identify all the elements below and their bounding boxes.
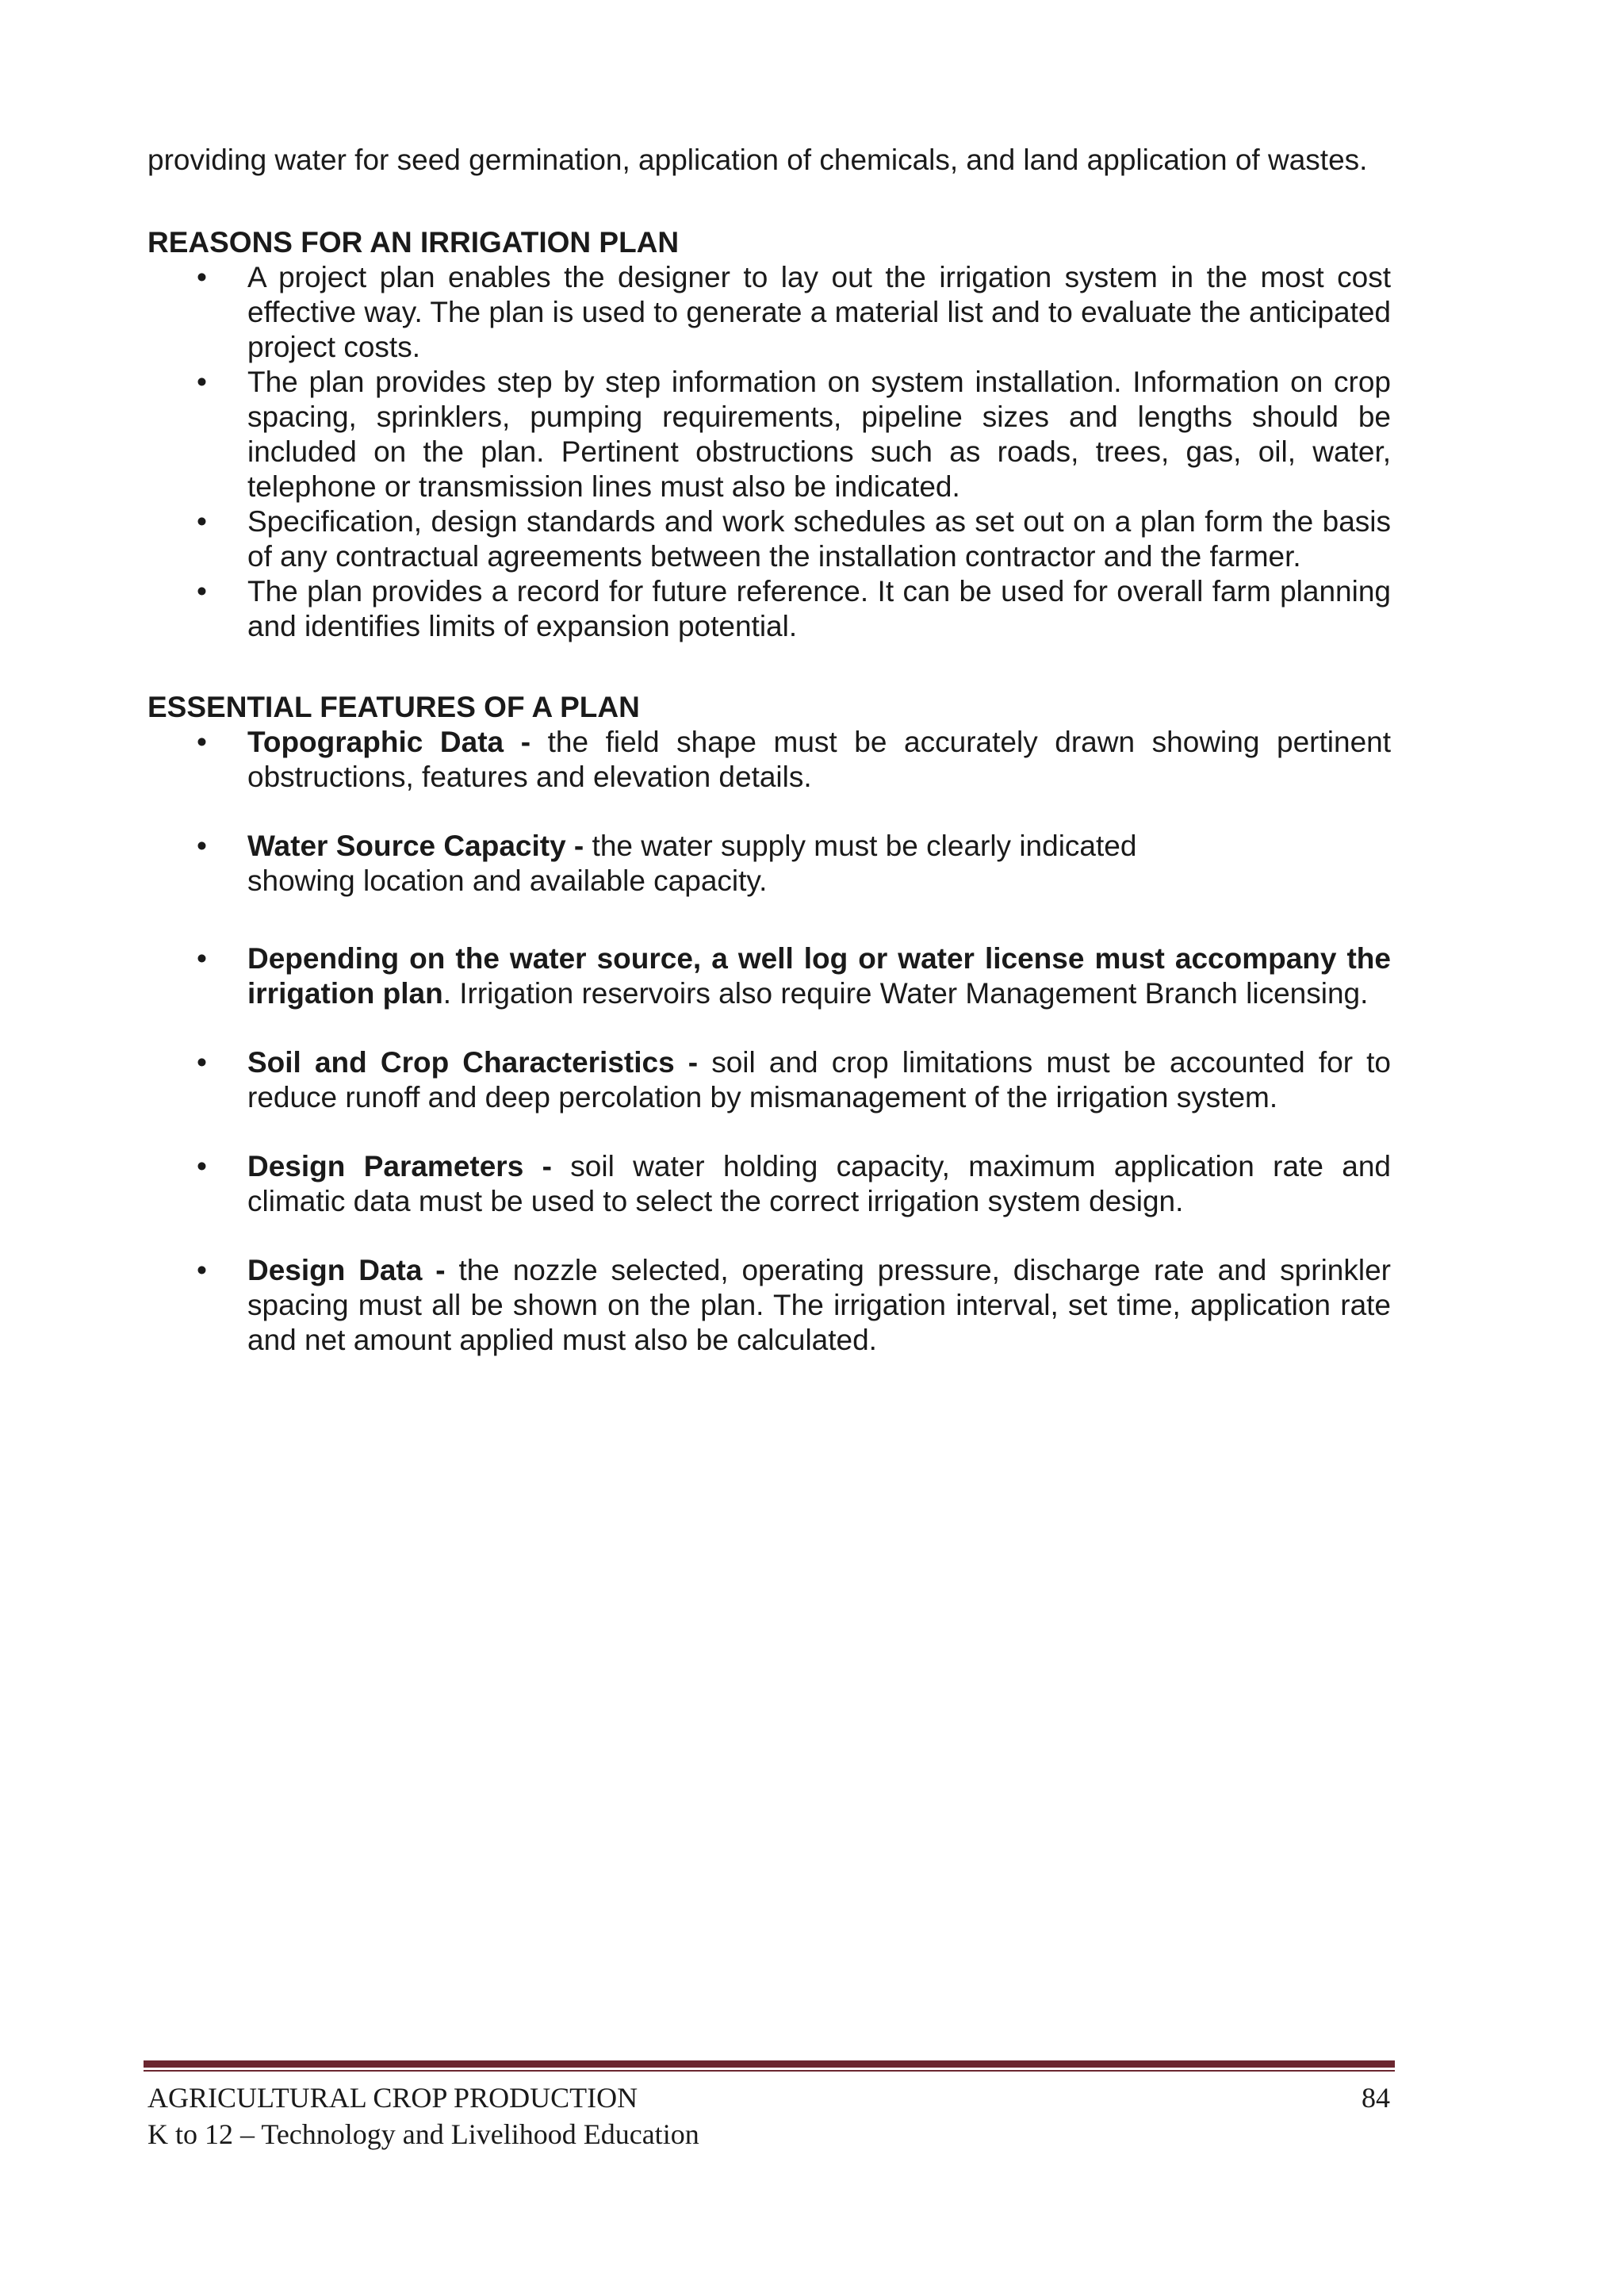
footer-subtitle: K to 12 – Technology and Livelihood Education bbox=[147, 2118, 699, 2150]
feature-text-continued: showing location and available capacity. bbox=[247, 864, 768, 897]
feature-text: the field shape must be accurately drawn showing pertinent obstructions, features and elevation details. bbox=[247, 726, 1391, 793]
list-item bbox=[147, 1149, 1391, 1219]
list-item-text: Specification, design standards and work schedules as set out on a plan form the basis of any contractual agreements between the installation contractor and the farmer. bbox=[247, 505, 1391, 573]
footer-rule-thick bbox=[144, 2060, 1395, 2068]
list-item bbox=[147, 504, 1391, 574]
bullet-icon: • bbox=[197, 575, 207, 608]
page-content bbox=[147, 140, 1391, 1392]
feature-text: the water supply must be clearly indicated bbox=[584, 830, 1137, 862]
list-item bbox=[147, 1253, 1391, 1358]
features-list bbox=[147, 725, 1391, 1358]
list-item bbox=[147, 725, 1391, 795]
list-item bbox=[147, 1045, 1391, 1115]
page-number: 84 bbox=[1362, 2082, 1390, 2114]
feature-title: Water Source Capacity - bbox=[247, 830, 584, 862]
list-item bbox=[147, 829, 1391, 899]
features-heading: ESSENTIAL FEATURES OF A PLAN bbox=[147, 691, 640, 723]
list-item bbox=[147, 574, 1391, 644]
intro-paragraph: providing water for seed germination, application of chemicals, and land application of wastes. bbox=[147, 144, 1368, 176]
list-item-text: A project plan enables the designer to lay out the irrigation system in the most cost effective way. The plan is used to generate a material list and to evaluate the anticipated project costs. bbox=[247, 261, 1391, 363]
footer-rule-thin bbox=[144, 2070, 1395, 2072]
feature-title: Design Data - bbox=[247, 1254, 446, 1286]
bullet-icon: • bbox=[197, 1046, 207, 1079]
bullet-icon: • bbox=[197, 942, 207, 975]
feature-text: soil and crop limitations must be accounted for to reduce runoff and deep percolation by mismanagement of the irrigation system. bbox=[247, 1046, 1392, 1114]
reasons-list bbox=[147, 260, 1391, 644]
feature-title: Depending on the water source, a well log or water license must accompany the irrigation plan bbox=[247, 942, 1391, 1010]
list-item bbox=[147, 260, 1391, 365]
list-item bbox=[147, 941, 1391, 1011]
bullet-icon: • bbox=[197, 261, 207, 293]
reasons-heading: REASONS FOR AN IRRIGATION PLAN bbox=[147, 226, 680, 259]
bullet-icon: • bbox=[197, 830, 207, 862]
page-footer bbox=[144, 2060, 1395, 2152]
bullet-icon: • bbox=[197, 366, 207, 398]
feature-text: soil water holding capacity, maximum application rate and climatic data must be used to select the correct irrigation system design. bbox=[247, 1150, 1391, 1217]
list-item bbox=[147, 365, 1391, 504]
feature-title: Soil and Crop Characteristics - bbox=[247, 1046, 699, 1079]
feature-title: Topographic Data - bbox=[247, 726, 531, 758]
bullet-icon: • bbox=[197, 1150, 207, 1182]
feature-text: . Irrigation reservoirs also require Water Management Branch licensing. bbox=[442, 977, 1369, 1010]
feature-text: the nozzle selected, operating pressure, discharge rate and sprinkler spacing must all be shown on the plan. The irrigation interval, set time, application rate and net amount applied must also be calculated. bbox=[247, 1254, 1391, 1356]
footer-title: AGRICULTURAL CROP PRODUCTION bbox=[147, 2082, 638, 2114]
list-item-text: The plan provides step by step information on system installation. Information on crop spacing, sprinklers, pumping requirements, pipeline sizes and lengths should be included on the plan. Pertinent obstructions such as roads, trees, gas, oil, water, telephone or transmission lines must also be indicated. bbox=[247, 366, 1391, 503]
list-item-text: The plan provides a record for future reference. It can be used for overall farm planning and identifies limits of expansion potential. bbox=[247, 575, 1391, 642]
bullet-icon: • bbox=[197, 726, 207, 758]
feature-title: Design Parameters - bbox=[247, 1150, 552, 1182]
footer-text bbox=[144, 2079, 1395, 2152]
bullet-icon: • bbox=[197, 505, 207, 538]
bullet-icon: • bbox=[197, 1254, 207, 1286]
